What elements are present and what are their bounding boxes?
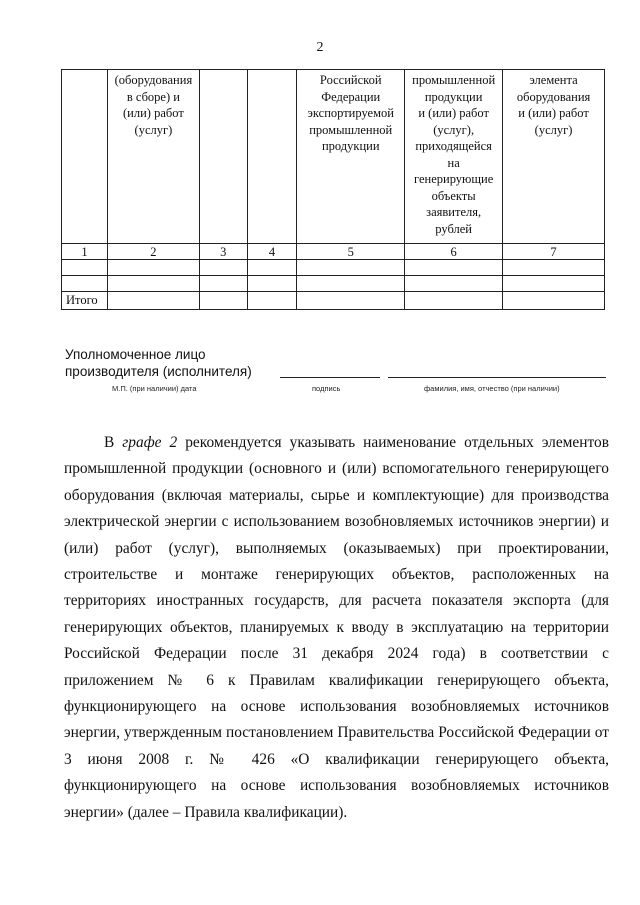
table-cell[interactable] bbox=[62, 276, 108, 292]
header-cell bbox=[247, 70, 297, 244]
page-number: 2 bbox=[316, 40, 324, 55]
total-row bbox=[62, 292, 605, 310]
table-cell[interactable] bbox=[405, 260, 503, 276]
column-number: 1 bbox=[62, 244, 108, 260]
paragraph-text: рекомендуется указывать наименование отдельных элементов промышленной продукции (основного и (или) вспомогательного генерирующего оборудования (включая материалы, сырье и комплектующие) для производства электрической энергии с использованием возобновляемых источников энергии) и (или) работ (услуг), выполняемых (оказываемых) при проектировании, строительстве и монтаже генерирующих объектов, расположенных на территориях иностранных государств, для расчета показателя экспорта (для генерирующих объектов, планируемых к вводу в эксплуатацию на территории Российской Федерации после 31 декабря 2024 года) в соответствии с приложением № 6 к Правилам квалификации генерирующего объекта, функционирующего на основе использования возобновляемых источников энергии, утвержденным постановлением Правительства Российской Федерации от 3 июня 2008 г. № 426 «О квалификации генерирующего объекта, функционирующего на основе использования возобновляемых источников энергии» (далее – Правила квалификации). bbox=[64, 434, 609, 821]
table-cell[interactable] bbox=[503, 276, 605, 292]
header-cell: промышленной продукции и (или) работ (услуг), приходящейся на генерирующие объекты заявителя, рублей bbox=[405, 70, 503, 244]
form-table bbox=[61, 69, 605, 310]
column-number: 5 bbox=[297, 244, 405, 260]
intro-word: В bbox=[104, 434, 115, 451]
instruction-paragraph bbox=[64, 430, 609, 826]
column-number: 3 bbox=[199, 244, 247, 260]
authorized-person-label: Уполномоченное лицо bbox=[65, 347, 206, 362]
column-number: 4 bbox=[247, 244, 297, 260]
name-line[interactable] bbox=[388, 377, 606, 378]
table-cell[interactable] bbox=[405, 292, 503, 310]
table-cell[interactable] bbox=[199, 276, 247, 292]
table-cell[interactable] bbox=[247, 260, 297, 276]
column-number: 7 bbox=[503, 244, 605, 260]
table-cell[interactable] bbox=[62, 260, 108, 276]
signature-block bbox=[65, 346, 252, 380]
table-cell[interactable] bbox=[247, 276, 297, 292]
table-row bbox=[62, 260, 605, 276]
column-number: 6 bbox=[405, 244, 503, 260]
table-cell[interactable] bbox=[503, 260, 605, 276]
table-cell[interactable] bbox=[199, 292, 247, 310]
header-cell: Российской Федерации экспортируемой промышленной продукции bbox=[297, 70, 405, 244]
full-name-caption: фамилия, имя, отчество (при наличии) bbox=[424, 384, 560, 393]
table-cell[interactable] bbox=[247, 292, 297, 310]
column-number-row bbox=[62, 244, 605, 260]
column-reference: графе 2 bbox=[122, 434, 178, 451]
table-cell[interactable] bbox=[297, 260, 405, 276]
table-cell[interactable] bbox=[297, 276, 405, 292]
producer-label: производителя (исполнителя) bbox=[65, 364, 252, 379]
table-cell[interactable] bbox=[107, 260, 199, 276]
table-header-row bbox=[62, 70, 605, 244]
table-cell[interactable] bbox=[503, 292, 605, 310]
header-cell bbox=[62, 70, 108, 244]
stamp-date-caption: М.П. (при наличии) дата bbox=[112, 384, 197, 393]
table-cell[interactable] bbox=[107, 292, 199, 310]
table-cell[interactable] bbox=[199, 260, 247, 276]
signature-caption: подпись bbox=[312, 384, 341, 393]
table-cell[interactable] bbox=[297, 292, 405, 310]
signature-line[interactable] bbox=[280, 377, 380, 378]
column-number: 2 bbox=[107, 244, 199, 260]
table-cell[interactable] bbox=[405, 276, 503, 292]
total-label: Итого bbox=[62, 292, 108, 310]
instruction-text bbox=[64, 430, 609, 826]
header-cell bbox=[199, 70, 247, 244]
header-cell: элемента оборудования и (или) работ (услуг) bbox=[503, 70, 605, 244]
header-cell: (оборудования в сборе) и (или) работ (услуг) bbox=[107, 70, 199, 244]
table-cell[interactable] bbox=[107, 276, 199, 292]
table-row bbox=[62, 276, 605, 292]
